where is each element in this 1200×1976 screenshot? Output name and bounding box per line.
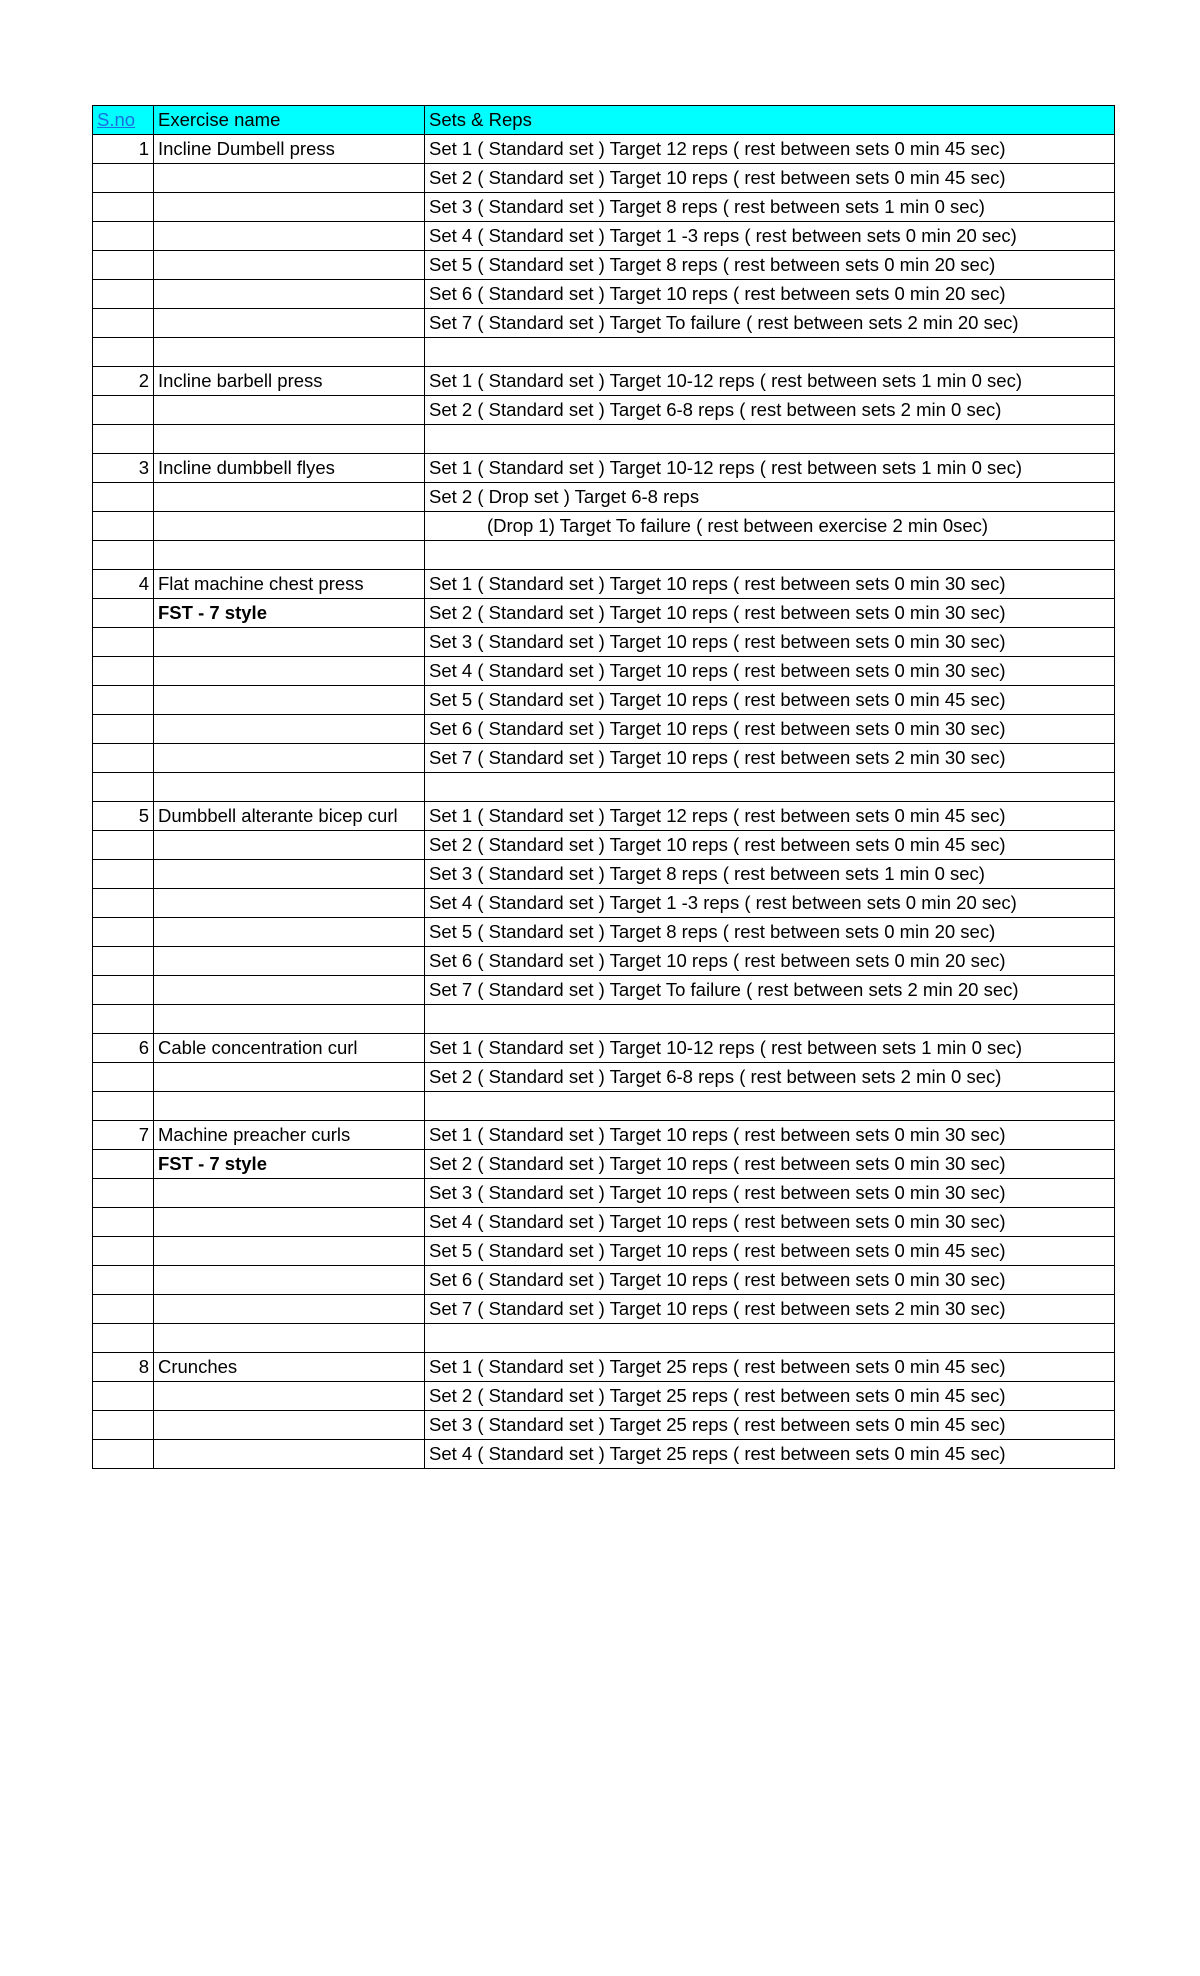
table-row: [93, 947, 1115, 976]
table-row: [93, 1324, 1115, 1353]
exercise-number-cell: [93, 251, 154, 280]
sets-reps-cell: Set 4 ( Standard set ) Target 10 reps ( rest between sets 0 min 30 sec): [425, 657, 1115, 686]
sets-reps-cell: Set 2 ( Standard set ) Target 6-8 reps ( rest between sets 2 min 0 sec): [425, 396, 1115, 425]
exercise-number-cell: [93, 1266, 154, 1295]
exercise-number-cell: [93, 1237, 154, 1266]
sets-reps-cell: Set 1 ( Standard set ) Target 10 reps ( rest between sets 0 min 30 sec): [425, 1121, 1115, 1150]
sets-reps-cell: Set 7 ( Standard set ) Target 10 reps ( rest between sets 2 min 30 sec): [425, 744, 1115, 773]
exercise-name-cell: [154, 1295, 425, 1324]
exercise-number-cell: 4: [93, 570, 154, 599]
exercise-number-cell: [93, 628, 154, 657]
exercise-number-cell: 6: [93, 1034, 154, 1063]
sets-reps-cell: Set 3 ( Standard set ) Target 8 reps ( rest between sets 1 min 0 sec): [425, 193, 1115, 222]
table-row: [93, 1121, 1115, 1150]
exercise-number-cell: 2: [93, 367, 154, 396]
table-row: [93, 1179, 1115, 1208]
sets-reps-cell: Set 1 ( Standard set ) Target 10-12 reps ( rest between sets 1 min 0 sec): [425, 1034, 1115, 1063]
exercise-number-cell: [93, 309, 154, 338]
table-row: [93, 1266, 1115, 1295]
table-row: [93, 599, 1115, 628]
sets-reps-cell: [425, 425, 1115, 454]
table-row: [93, 309, 1115, 338]
table-row: [93, 164, 1115, 193]
table-row: [93, 1440, 1115, 1469]
sets-reps-cell: Set 1 ( Standard set ) Target 12 reps ( rest between sets 0 min 45 sec): [425, 802, 1115, 831]
sets-reps-cell: (Drop 1) Target To failure ( rest between exercise 2 min 0sec): [425, 512, 1115, 541]
exercise-name-cell: [154, 1324, 425, 1353]
table-row: [93, 831, 1115, 860]
sets-reps-cell: Set 7 ( Standard set ) Target To failure ( rest between sets 2 min 20 sec): [425, 309, 1115, 338]
sets-reps-cell: Set 5 ( Standard set ) Target 10 reps ( rest between sets 0 min 45 sec): [425, 686, 1115, 715]
table-row: [93, 1208, 1115, 1237]
sets-reps-cell: Set 2 ( Drop set ) Target 6-8 reps: [425, 483, 1115, 512]
sets-reps-cell: Set 4 ( Standard set ) Target 10 reps ( rest between sets 0 min 30 sec): [425, 1208, 1115, 1237]
exercise-name-cell: Crunches: [154, 1353, 425, 1382]
table-row: [93, 222, 1115, 251]
exercise-name-cell: [154, 164, 425, 193]
table-row: [93, 193, 1115, 222]
exercise-number-cell: [93, 512, 154, 541]
exercise-number-cell: [93, 715, 154, 744]
exercise-name-cell: Flat machine chest press: [154, 570, 425, 599]
exercise-number-cell: [93, 425, 154, 454]
exercise-name-cell: [154, 744, 425, 773]
sets-reps-cell: Set 7 ( Standard set ) Target 10 reps ( rest between sets 2 min 30 sec): [425, 1295, 1115, 1324]
exercise-name-cell: [154, 860, 425, 889]
exercise-name-cell: [154, 686, 425, 715]
exercise-name-cell: [154, 1440, 425, 1469]
exercise-name-cell: [154, 1266, 425, 1295]
exercise-number-cell: [93, 947, 154, 976]
exercise-name-cell: Incline barbell press: [154, 367, 425, 396]
exercise-number-cell: [93, 541, 154, 570]
table-header-row: [93, 106, 1115, 135]
exercise-number-cell: [93, 1092, 154, 1121]
table-row: [93, 1353, 1115, 1382]
exercise-number-cell: [93, 860, 154, 889]
sets-reps-cell: Set 6 ( Standard set ) Target 10 reps ( rest between sets 0 min 20 sec): [425, 280, 1115, 309]
table-row: [93, 773, 1115, 802]
table-row: [93, 1005, 1115, 1034]
workout-table: [92, 105, 1115, 1469]
table-row: [93, 628, 1115, 657]
sets-reps-cell: Set 6 ( Standard set ) Target 10 reps ( rest between sets 0 min 30 sec): [425, 1266, 1115, 1295]
sets-reps-cell: Set 7 ( Standard set ) Target To failure ( rest between sets 2 min 20 sec): [425, 976, 1115, 1005]
table-row: [93, 715, 1115, 744]
table-row: [93, 1063, 1115, 1092]
exercise-number-cell: [93, 396, 154, 425]
exercise-name-cell: [154, 1208, 425, 1237]
exercise-name-cell: [154, 657, 425, 686]
sets-reps-cell: Set 2 ( Standard set ) Target 6-8 reps ( rest between sets 2 min 0 sec): [425, 1063, 1115, 1092]
sets-reps-cell: [425, 1092, 1115, 1121]
sets-reps-cell: [425, 1005, 1115, 1034]
exercise-name-cell: [154, 831, 425, 860]
exercise-name-cell: [154, 193, 425, 222]
table-row: [93, 889, 1115, 918]
table-row: [93, 396, 1115, 425]
exercise-number-cell: [93, 1382, 154, 1411]
sets-reps-cell: Set 3 ( Standard set ) Target 8 reps ( rest between sets 1 min 0 sec): [425, 860, 1115, 889]
exercise-number-cell: [93, 1150, 154, 1179]
table-row: [93, 686, 1115, 715]
exercise-number-cell: [93, 193, 154, 222]
sets-reps-cell: Set 1 ( Standard set ) Target 10-12 reps ( rest between sets 1 min 0 sec): [425, 454, 1115, 483]
exercise-number-cell: 5: [93, 802, 154, 831]
exercise-name-cell: FST - 7 style: [154, 1150, 425, 1179]
exercise-number-cell: [93, 1063, 154, 1092]
exercise-name-cell: [154, 889, 425, 918]
exercise-number-cell: [93, 164, 154, 193]
exercise-name-cell: FST - 7 style: [154, 599, 425, 628]
exercise-name-cell: [154, 918, 425, 947]
exercise-name-cell: [154, 947, 425, 976]
sets-reps-cell: [425, 541, 1115, 570]
exercise-number-cell: [93, 483, 154, 512]
exercise-number-cell: 3: [93, 454, 154, 483]
sets-reps-cell: [425, 773, 1115, 802]
table-row: [93, 367, 1115, 396]
sets-reps-header: Sets & Reps: [425, 106, 1115, 135]
table-row: [93, 454, 1115, 483]
exercise-name-cell: [154, 773, 425, 802]
exercise-number-cell: [93, 657, 154, 686]
exercise-number-cell: [93, 1208, 154, 1237]
exercise-number-cell: [93, 773, 154, 802]
exercise-number-cell: 1: [93, 135, 154, 164]
exercise-name-cell: [154, 715, 425, 744]
sets-reps-cell: Set 4 ( Standard set ) Target 1 -3 reps ( rest between sets 0 min 20 sec): [425, 222, 1115, 251]
table-body: [93, 135, 1115, 1469]
table-row: [93, 976, 1115, 1005]
exercise-name-cell: Dumbbell alterante bicep curl: [154, 802, 425, 831]
exercise-number-cell: [93, 280, 154, 309]
exercise-name-cell: [154, 512, 425, 541]
sets-reps-cell: Set 5 ( Standard set ) Target 8 reps ( rest between sets 0 min 20 sec): [425, 918, 1115, 947]
table-row: [93, 1382, 1115, 1411]
sets-reps-cell: [425, 1324, 1115, 1353]
sets-reps-cell: Set 2 ( Standard set ) Target 10 reps ( rest between sets 0 min 30 sec): [425, 1150, 1115, 1179]
sets-reps-cell: Set 2 ( Standard set ) Target 10 reps ( rest between sets 0 min 30 sec): [425, 599, 1115, 628]
exercise-number-cell: [93, 976, 154, 1005]
table-row: [93, 918, 1115, 947]
exercise-name-cell: [154, 1179, 425, 1208]
exercise-number-cell: [93, 338, 154, 367]
exercise-name-cell: [154, 1005, 425, 1034]
table-row: [93, 541, 1115, 570]
sets-reps-cell: Set 3 ( Standard set ) Target 10 reps ( rest between sets 0 min 30 sec): [425, 1179, 1115, 1208]
exercise-number-cell: [93, 686, 154, 715]
table-row: [93, 657, 1115, 686]
exercise-name-cell: [154, 628, 425, 657]
table-row: [93, 1237, 1115, 1266]
sets-reps-cell: Set 1 ( Standard set ) Target 25 reps ( rest between sets 0 min 45 sec): [425, 1353, 1115, 1382]
exercise-number-cell: [93, 1411, 154, 1440]
exercise-name-cell: [154, 1063, 425, 1092]
table-row: [93, 338, 1115, 367]
exercise-name-cell: Cable concentration curl: [154, 1034, 425, 1063]
sets-reps-cell: Set 3 ( Standard set ) Target 10 reps ( rest between sets 0 min 30 sec): [425, 628, 1115, 657]
sets-reps-cell: Set 5 ( Standard set ) Target 10 reps ( rest between sets 0 min 45 sec): [425, 1237, 1115, 1266]
exercise-name-cell: [154, 1092, 425, 1121]
exercise-number-cell: [93, 1005, 154, 1034]
sets-reps-cell: Set 2 ( Standard set ) Target 10 reps ( rest between sets 0 min 45 sec): [425, 831, 1115, 860]
sets-reps-cell: [425, 338, 1115, 367]
sets-reps-cell: Set 2 ( Standard set ) Target 10 reps ( rest between sets 0 min 45 sec): [425, 164, 1115, 193]
exercise-name-cell: [154, 483, 425, 512]
exercise-name-cell: [154, 1382, 425, 1411]
exercise-name-cell: [154, 222, 425, 251]
table-row: [93, 1150, 1115, 1179]
table-row: [93, 1034, 1115, 1063]
sets-reps-cell: Set 5 ( Standard set ) Target 8 reps ( rest between sets 0 min 20 sec): [425, 251, 1115, 280]
table-row: [93, 570, 1115, 599]
sets-reps-cell: Set 4 ( Standard set ) Target 1 -3 reps ( rest between sets 0 min 20 sec): [425, 889, 1115, 918]
table-row: [93, 512, 1115, 541]
exercise-number-cell: 7: [93, 1121, 154, 1150]
exercise-name-header: Exercise name: [154, 106, 425, 135]
table-row: [93, 860, 1115, 889]
exercise-name-cell: [154, 1411, 425, 1440]
exercise-name-cell: [154, 1237, 425, 1266]
exercise-name-cell: [154, 338, 425, 367]
exercise-name-cell: Machine preacher curls: [154, 1121, 425, 1150]
exercise-number-cell: [93, 1295, 154, 1324]
sets-reps-cell: Set 1 ( Standard set ) Target 12 reps ( rest between sets 0 min 45 sec): [425, 135, 1115, 164]
exercise-number-cell: 8: [93, 1353, 154, 1382]
exercise-name-cell: [154, 976, 425, 1005]
exercise-number-cell: [93, 1440, 154, 1469]
exercise-number-cell: [93, 1324, 154, 1353]
sets-reps-cell: Set 2 ( Standard set ) Target 25 reps ( rest between sets 0 min 45 sec): [425, 1382, 1115, 1411]
sets-reps-cell: Set 1 ( Standard set ) Target 10-12 reps ( rest between sets 1 min 0 sec): [425, 367, 1115, 396]
table-row: [93, 280, 1115, 309]
table-row: [93, 1295, 1115, 1324]
exercise-number-cell: [93, 918, 154, 947]
exercise-name-cell: [154, 396, 425, 425]
sets-reps-cell: Set 3 ( Standard set ) Target 25 reps ( rest between sets 0 min 45 sec): [425, 1411, 1115, 1440]
table-row: [93, 135, 1115, 164]
table-row: [93, 802, 1115, 831]
table-row: [93, 425, 1115, 454]
exercise-name-cell: Incline dumbbell flyes: [154, 454, 425, 483]
exercise-name-cell: [154, 425, 425, 454]
exercise-number-cell: [93, 831, 154, 860]
sets-reps-cell: Set 4 ( Standard set ) Target 25 reps ( rest between sets 0 min 45 sec): [425, 1440, 1115, 1469]
table-row: [93, 483, 1115, 512]
exercise-number-cell: [93, 1179, 154, 1208]
sets-reps-cell: Set 6 ( Standard set ) Target 10 reps ( rest between sets 0 min 30 sec): [425, 715, 1115, 744]
exercise-name-cell: [154, 541, 425, 570]
exercise-number-cell: [93, 889, 154, 918]
exercise-name-cell: [154, 309, 425, 338]
exercise-name-cell: [154, 280, 425, 309]
exercise-number-cell: [93, 599, 154, 628]
exercise-name-cell: [154, 251, 425, 280]
sets-reps-cell: Set 1 ( Standard set ) Target 10 reps ( rest between sets 0 min 30 sec): [425, 570, 1115, 599]
sno-header-link[interactable]: S.no: [93, 106, 154, 135]
table-row: [93, 744, 1115, 773]
exercise-number-cell: [93, 744, 154, 773]
table-row: [93, 1092, 1115, 1121]
exercise-number-cell: [93, 222, 154, 251]
exercise-name-cell: Incline Dumbell press: [154, 135, 425, 164]
table-row: [93, 1411, 1115, 1440]
sets-reps-cell: Set 6 ( Standard set ) Target 10 reps ( rest between sets 0 min 20 sec): [425, 947, 1115, 976]
table-row: [93, 251, 1115, 280]
